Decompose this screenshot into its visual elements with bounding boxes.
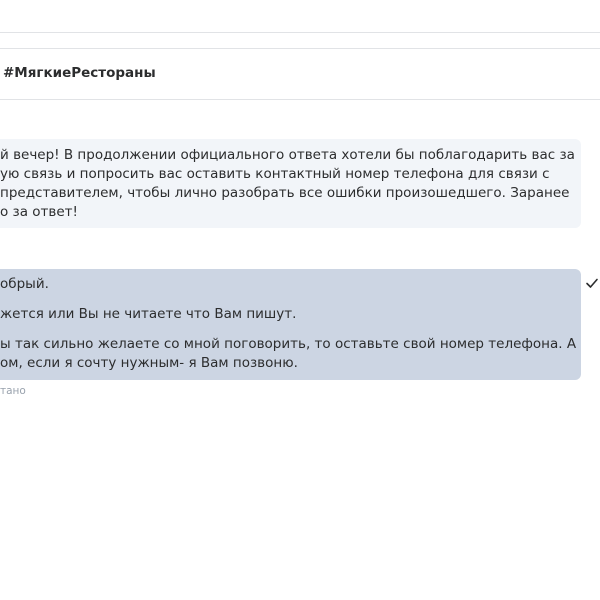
outgoing-message [0,269,581,380]
paragraph-gap [0,294,569,305]
chat-header [0,48,600,100]
check-icon [585,276,599,290]
top-bar [0,0,600,33]
message-line: обрый. [0,276,49,292]
incoming-message [0,139,581,228]
message-line: представителем, чтобы лично разобрать все ошибки произошедшего. Заранее [0,185,570,201]
message-status: тано [0,385,26,397]
message-line: о за ответ! [0,204,78,220]
message-line: ы так сильно желаете со мной поговорить, то оставьте свой номер телефона. А [0,336,577,352]
message-line: ую связь и попросить вас оставить контактный номер телефона для связи с [0,166,550,182]
message-line: жется или Вы не читаете что Вам пишут. [0,306,297,322]
chat-title[interactable]: #МягкиеРестораны [3,65,156,81]
message-line: й вечер! В продолжении официального ответа хотели бы поблагодарить вас за [0,147,575,163]
top-spacer [0,33,600,48]
paragraph-gap [0,324,569,335]
message-line: ом, если я сочту нужным- я Вам позвоню. [0,355,298,371]
